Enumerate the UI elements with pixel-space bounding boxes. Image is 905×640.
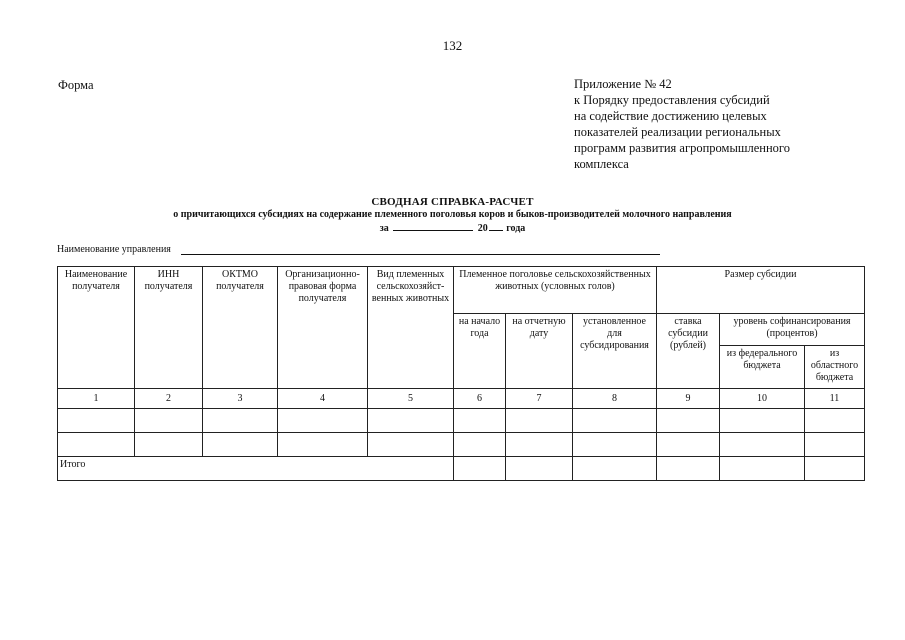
appendix-line: Приложение № 42 <box>574 77 672 91</box>
column-number: 1 <box>58 389 135 409</box>
table-cell[interactable] <box>454 409 506 433</box>
table-cell[interactable] <box>506 409 573 433</box>
header-cofinancing: уровень софинансирования (процентов) <box>720 314 865 346</box>
table-cell[interactable] <box>58 433 135 457</box>
table-cell[interactable] <box>135 409 203 433</box>
table-row <box>58 409 865 433</box>
column-number: 11 <box>805 389 865 409</box>
header-established: установленное для субсидирования <box>573 314 657 389</box>
table-cell[interactable] <box>58 409 135 433</box>
table-cell[interactable] <box>278 433 368 457</box>
table-cell[interactable] <box>368 433 454 457</box>
management-label: Наименование управления <box>57 244 171 255</box>
table-cell[interactable] <box>720 433 805 457</box>
header-subsidy-group: Размер субсидии <box>657 267 865 314</box>
appendix-line: комплекса <box>574 157 629 171</box>
total-row <box>58 457 865 481</box>
form-label: Форма <box>58 78 94 92</box>
table-cell[interactable] <box>278 409 368 433</box>
table-cell[interactable] <box>573 409 657 433</box>
table-cell[interactable] <box>203 409 278 433</box>
appendix-line: показателей реализации региональных <box>574 125 781 139</box>
appendix-block <box>574 76 874 172</box>
header-federal: из федерального бюджета <box>720 346 805 389</box>
column-number: 6 <box>454 389 506 409</box>
column-number: 9 <box>657 389 720 409</box>
table-cell[interactable] <box>203 433 278 457</box>
column-number: 4 <box>278 389 368 409</box>
header-reporting-date: на отчетную дату <box>506 314 573 389</box>
column-number: 5 <box>368 389 454 409</box>
table-cell[interactable] <box>805 433 865 457</box>
header-regional: из областного бюджета <box>805 346 865 389</box>
table-row <box>58 433 865 457</box>
table-cell[interactable] <box>805 409 865 433</box>
header-animal-type: Вид племенных сельскохозяйст-венных животных <box>368 267 454 389</box>
table-cell[interactable] <box>506 433 573 457</box>
table-cell[interactable] <box>135 433 203 457</box>
period-blank[interactable] <box>393 221 473 231</box>
table-cell[interactable] <box>720 457 805 481</box>
appendix-line: программ развития агропромышленного <box>574 141 790 155</box>
table-cell[interactable] <box>506 457 573 481</box>
header-recipient-name: Наименование получателя <box>58 267 135 389</box>
table-cell[interactable] <box>454 433 506 457</box>
table-cell[interactable] <box>454 457 506 481</box>
document-title: СВОДНАЯ СПРАВКА-РАСЧЕТ <box>371 196 534 208</box>
header-start-of-year: на начало года <box>454 314 506 389</box>
subsidy-table <box>57 266 865 481</box>
header-rate: ставка субсидии (рублей) <box>657 314 720 389</box>
table-cell[interactable] <box>657 457 720 481</box>
appendix-line: на содействие достижению целевых <box>574 109 767 123</box>
header-org-form: Организационно-правовая форма получателя <box>278 267 368 389</box>
period-year-prefix: 20 <box>477 223 488 234</box>
table-cell[interactable] <box>657 433 720 457</box>
header-livestock-group: Племенное поголовье сельскохозяйственных животных (условных голов) <box>454 267 657 314</box>
header-oktmo: ОКТМО получателя <box>203 267 278 389</box>
period-line <box>0 221 905 234</box>
document-subtitle: о причитающихся субсидиях на содержание племенного поголовья коров и быков-производителей молочного направления <box>173 209 732 220</box>
column-number: 8 <box>573 389 657 409</box>
period-suffix: года <box>506 223 526 234</box>
table-cell[interactable] <box>573 433 657 457</box>
year-blank[interactable] <box>489 221 503 231</box>
header-inn: ИНН получателя <box>135 267 203 389</box>
total-label: Итого <box>58 457 454 481</box>
page-number: 132 <box>442 38 463 53</box>
period-prefix: за <box>379 223 389 234</box>
column-number: 7 <box>506 389 573 409</box>
table-cell[interactable] <box>720 409 805 433</box>
table-cell[interactable] <box>573 457 657 481</box>
column-number: 2 <box>135 389 203 409</box>
management-field[interactable] <box>181 254 660 255</box>
table-cell[interactable] <box>657 409 720 433</box>
appendix-line: к Порядку предоставления субсидий <box>574 93 770 107</box>
column-number: 10 <box>720 389 805 409</box>
table-cell[interactable] <box>805 457 865 481</box>
column-number: 3 <box>203 389 278 409</box>
table-cell[interactable] <box>368 409 454 433</box>
